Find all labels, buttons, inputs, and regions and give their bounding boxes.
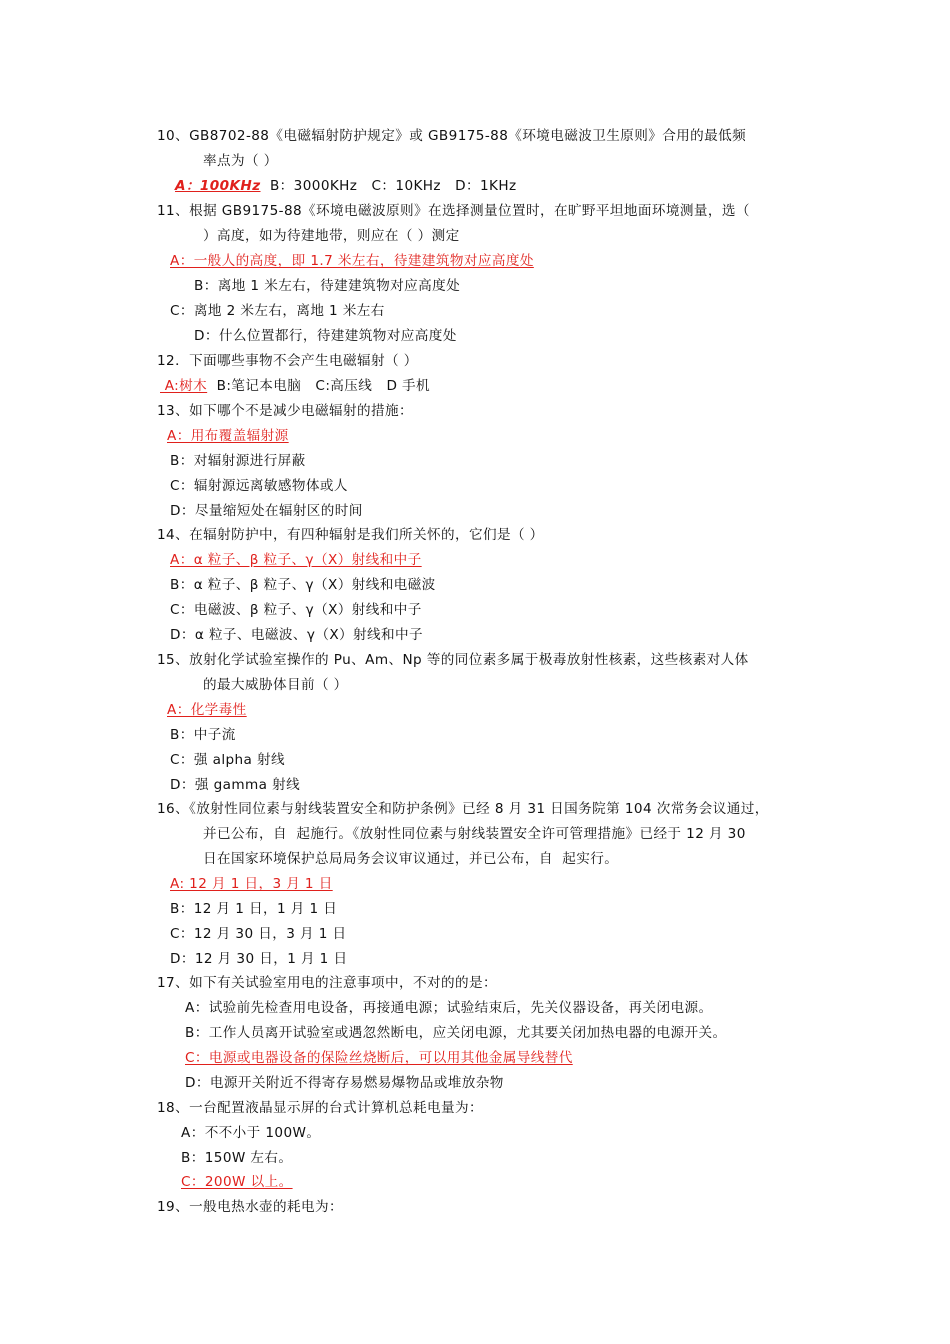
question-16-option-d: D：12 月 30 日，1 月 1 日	[170, 951, 348, 967]
question-11-option-b: B：离地 1 米左右，待建建筑物对应高度处	[194, 278, 461, 294]
question-19-text: 19、一般电热水壶的耗电为：	[157, 1199, 344, 1215]
question-11-text: 11、根据 GB9175-88《环境电磁波原则》在选择测量位置时，在旷野平坦地面环境测量，选（	[157, 203, 750, 219]
question-16-text: 16、《放射性同位素与射线装置安全和防护条例》已经 8 月 31 日国务院第 104 次常务会议通过，	[157, 801, 769, 817]
question-10-text: 10、GB8702-88《电磁辐射防护规定》或 GB9175-88《环境电磁波卫生原则》合用的最低频	[157, 128, 747, 144]
question-14-option-d: D：α 粒子、电磁波、γ（X）射线和中子	[170, 627, 424, 643]
question-15-option-b: B：中子流	[170, 727, 236, 743]
question-13-option-b: B：对辐射源进行屏蔽	[170, 453, 306, 469]
question-15-option-d: D：强 gamma 射线	[170, 777, 301, 793]
question-13-answer: A：用布覆盖辐射源	[167, 428, 289, 444]
question-16-option-b: B：12 月 1 日，1 月 1 日	[170, 901, 338, 917]
question-10-options	[175, 176, 517, 196]
question-15-answer: A：化学毒性	[167, 702, 247, 718]
question-14-option-c: C：电磁波、β 粒子、γ（X）射线和中子	[170, 602, 422, 618]
question-15-text: 15、放射化学试验室操作的 Pu、Am、Np 等的同位素多属于极毒放射性核素，这些核素对人体	[157, 652, 749, 668]
question-16-answer: A: 12 月 1 日，3 月 1 日	[170, 876, 333, 892]
question-15-option-c: C：强 alpha 射线	[170, 752, 285, 768]
question-11-option-d: D：什么位置都行，待建建筑物对应高度处	[194, 328, 457, 344]
question-10-other-options: B：3000KHz C：10KHz D：1KHz	[260, 178, 517, 194]
question-13-option-d: D：尽量缩短处在辐射区的时间	[170, 503, 363, 519]
question-14-answer: A：α 粒子、β 粒子、γ（X）射线和中子	[170, 552, 422, 568]
question-11-text-cont: ）高度，如为待建地带，则应在（ ）测定	[203, 228, 460, 244]
question-17-option-b: B：工作人员离开试验室或遇忽然断电，应关闭电源，尤其要关闭加热电器的电源开关。	[185, 1025, 727, 1041]
question-12-other-options: B:笔记本电脑 C:高压线 D 手机	[207, 378, 431, 394]
question-11-option-c: C：离地 2 米左右，离地 1 米左右	[170, 303, 385, 319]
question-17-answer: C：电源或电器设备的保险丝烧断后，可以用其他金属导线替代	[185, 1050, 573, 1066]
question-13-option-c: C：辐射源远离敏感物体或人	[170, 478, 348, 494]
question-15-text-cont: 的最大威胁体目前（ ）	[203, 677, 348, 693]
question-10-answer: A：100KHz	[175, 178, 261, 194]
question-18-text: 18、一台配置液晶显示屏的台式计算机总耗电量为：	[157, 1100, 483, 1116]
question-18-option-b: B：150W 左右。	[181, 1150, 293, 1166]
question-17-text: 17、如下有关试验室用电的注意事项中，不对的的是：	[157, 975, 497, 991]
question-12-text: 12．下面哪些事物不会产生电磁辐射（ ）	[157, 353, 418, 369]
question-16-option-c: C：12 月 30 日，3 月 1 日	[170, 926, 347, 942]
question-12-answer: A:树木	[160, 378, 208, 394]
question-12-options	[160, 376, 430, 396]
question-16-text-cont-2: 日在国家环境保护总局局务会议审议通过，并已公布，自 起实行。	[203, 851, 619, 867]
question-14-text: 14、在辐射防护中，有四种辐射是我们所关怀的，它们是（ ）	[157, 527, 544, 543]
question-13-text: 13、如下哪个不是减少电磁辐射的措施：	[157, 403, 413, 419]
question-18-answer: C：200W 以上。	[181, 1174, 293, 1190]
question-16-text-cont: 并已公布，自 起施行。《放射性同位素与射线装置安全许可管理措施》已经于 12 月 30	[203, 826, 746, 842]
question-17-option-d: D：电源开关附近不得寄存易燃易爆物品或堆放杂物	[185, 1075, 504, 1091]
question-14-option-b: B：α 粒子、β 粒子、γ（X）射线和电磁波	[170, 577, 436, 593]
question-18-option-a: A：不不小于 100W。	[181, 1125, 321, 1141]
question-10-text-cont: 率点为（ ）	[203, 153, 278, 169]
question-11-answer: A：一般人的高度，即 1.7 米左右，待建建筑物对应高度处	[170, 253, 534, 269]
question-17-option-a: A：试验前先检查用电设备，再接通电源；试验结束后，先关仪器设备，再关闭电源。	[185, 1000, 713, 1016]
